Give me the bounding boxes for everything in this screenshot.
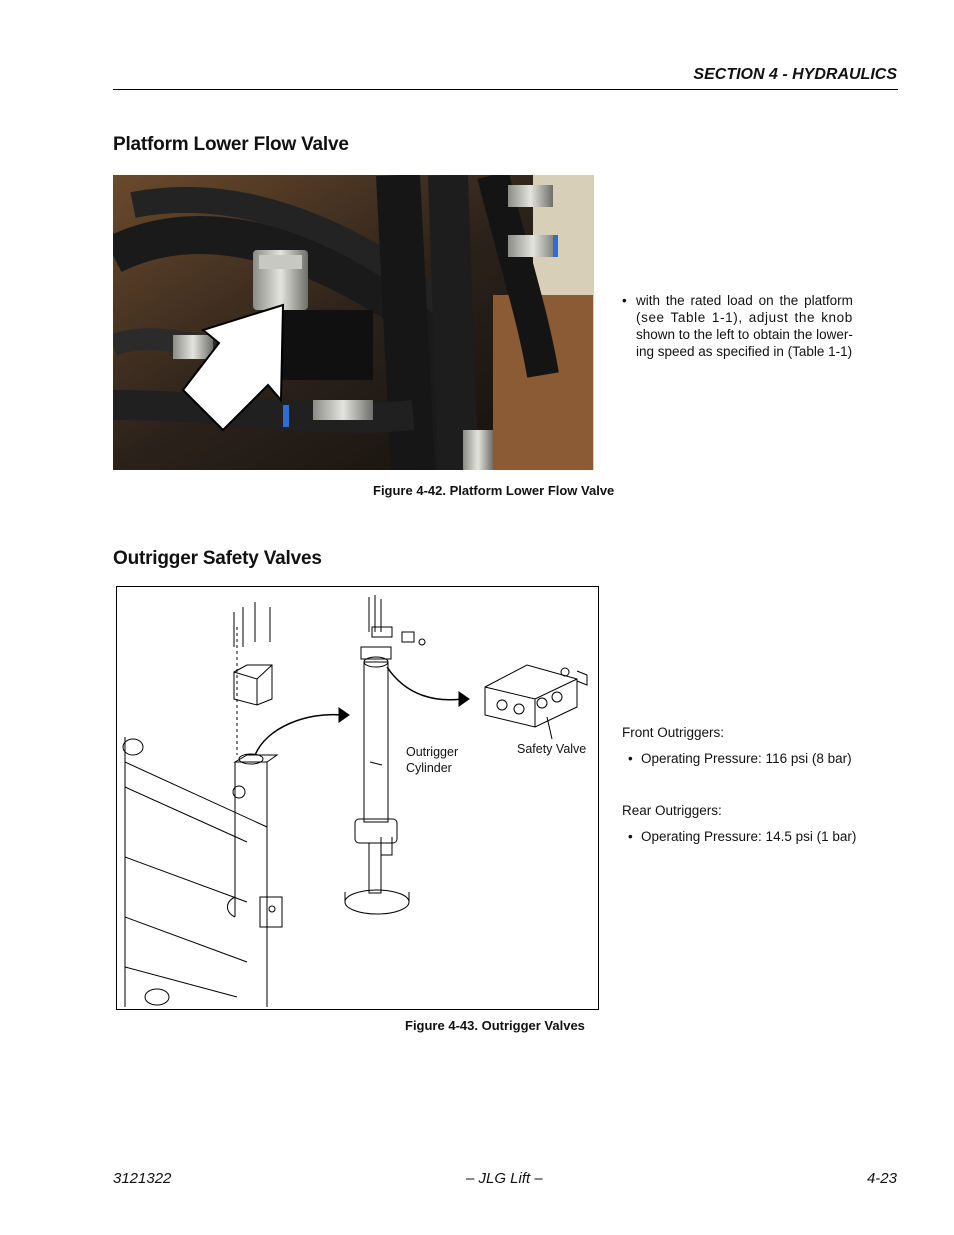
instruction-line-4: ing speed as specified in (Table 1-1) [636,344,853,359]
heading-outrigger-safety-valves: Outrigger Safety Valves [113,548,322,569]
list-item [622,292,868,360]
platform-lower-flow-valve-photo [113,175,594,470]
platform-lower-instructions [622,292,868,360]
label-outrigger-cylinder-1: Outrigger [406,745,459,759]
rear-pressure-text: Operating Pressure: 14.5 psi (1 bar) [641,829,857,844]
instruction-line-1: with the rated load on the platform [636,293,853,308]
figure-caption-4-43: Figure 4-43. Outrigger Valves [405,1018,585,1033]
front-outriggers-title: Front Outriggers: [622,725,725,740]
front-pressure-text: Operating Pressure: 116 psi (8 bar) [641,751,852,766]
front-outriggers-pressure [628,750,852,767]
bullet-glyph: • [628,751,633,766]
instruction-line-3: shown to the left to obtain the lower- [636,327,853,342]
section-header: SECTION 4 - HYDRAULICS [693,66,897,83]
figure-caption-4-42: Figure 4-42. Platform Lower Flow Valve [373,483,615,498]
instruction-line-2: (see Table 1-1), adjust the knob [636,310,853,325]
footer-document-number: 3121322 [113,1170,172,1187]
rear-outriggers-title: Rear Outriggers: [622,803,722,818]
footer-page-number: 4-23 [866,1170,897,1187]
label-safety-valve: Safety Valve [517,742,587,756]
outrigger-valves-diagram [116,586,599,1010]
header-divider [113,89,898,90]
heading-platform-lower-flow-valve: Platform Lower Flow Valve [113,134,349,155]
bullet-glyph: • [628,829,633,844]
bullet-glyph: • [622,293,627,308]
rear-outriggers-pressure [628,828,856,845]
footer-brand: – JLG Lift – [466,1170,543,1187]
label-outrigger-cylinder-2: Cylinder [406,761,452,775]
